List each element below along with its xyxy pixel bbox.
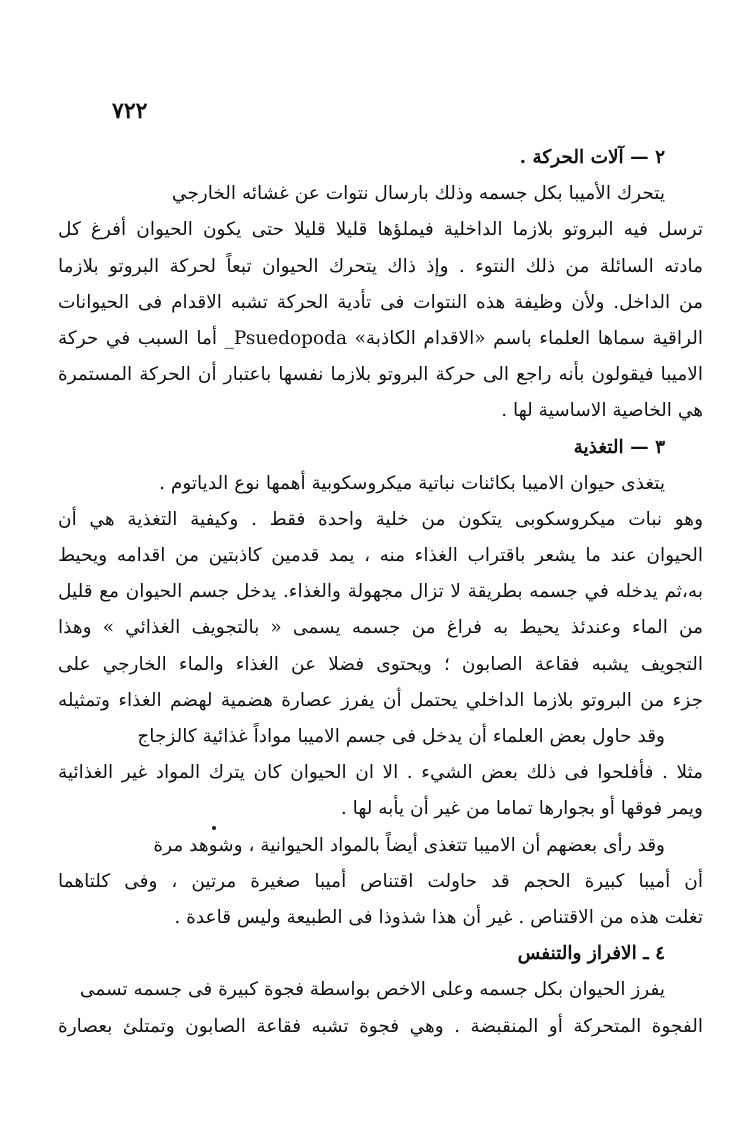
paragraph-line: مثلا . فأفلحوا فى ذلك بعض الشيء . الا ان الحيوان كان يترك المواد غير الغذائية	[58, 762, 703, 784]
section-heading-locomotion: ٢ — آلات الحركة .	[519, 147, 665, 168]
paragraph-line: مادته السائلة من ذلك النتوء . وإذ ذاك يتحرك الحيوان تبعاً لحركة البروتو بلازما	[58, 255, 703, 277]
paragraph-line: وقد حاول بعض العلماء أن يدخل فى جسم الاميبا مواداً غذائية كالزجاج	[137, 726, 665, 747]
paragraph-line: يتحرك الأميبا بكل جسمه وذلك بارسال نتوات عن غشائه الخارجي	[171, 183, 665, 205]
ink-speck	[212, 826, 216, 830]
section-heading-nutrition: ٣ — التغذية	[573, 436, 665, 458]
paragraph-line: به،ثم يدخله في جسمه بطريقة لا تزال مجهولة والغذاء. يدخل جسم الحيوان مع قليل	[58, 581, 703, 603]
paragraph-line: وهو نبات ميكروسكوبى يتكون من خلية واحدة فقط . وكيفية التغذية هي أن	[58, 508, 703, 530]
paragraph-line: الاميبا فيقولون بأنه راجع الى حركة البروتو بلازما نفسها باعتبار أن الحركة المستمرة	[58, 364, 703, 386]
paragraph-line: الفجوة المتحركة أو المنقبضة . وهي فجوة تشبه فقاعة الصابون وتمتلئ بعصارة	[58, 1015, 703, 1037]
paragraph-line: من الداخل. ولأن وظيفة هذه النتوات فى تأدية الحركة تشبه الاقدام فى الحيوانات	[58, 291, 703, 313]
paragraph-line: الحيوان عند ما يشعر باقتراب الغذاء منه ، يمد قدمين كاذبتين من اقدامه ويحيط	[58, 545, 703, 567]
paragraph-line: الراقية سماها العلماء باسم «الاقدام الكاذبة» Psuedopoda_ أما السبب في حركة	[58, 327, 703, 349]
paragraph-line: تغلت هذه من الاقتناص . غير أن هذا شذوذا فى الطبيعة وليس قاعدة .	[174, 906, 703, 928]
section-heading-excretion: ٤ ـ الافراز والتنفس	[517, 943, 665, 965]
paragraph-line: من الماء وعندئذ يحيط به فراغ من جسمه يسمى « بالتجويف الغذائي » وهذا	[58, 617, 703, 639]
paragraph-line: وقد رأى بعضهم أن الاميبا تتغذى أيضاً بالمواد الحيوانية ، وشوهد مرة	[153, 834, 665, 856]
paragraph-line: هي الخاصية الاساسية لها .	[501, 400, 703, 422]
paragraph-line: ترسل فيه البروتو بلازما الداخلية فيملؤها قليلا قليلا حتى يكون الحيوان أفرغ كل	[58, 219, 703, 241]
paragraph-line: ويمر فوقها أو بجوارها تماما من غير أن يأبه لها .	[340, 798, 703, 820]
paragraph-line: يفرز الحيوان بكل جسمه وعلى الاخص بواسطة فجوة كبيرة فى جسمه تسمى	[79, 979, 665, 1001]
page-number: ٧٢٢	[112, 98, 148, 124]
paragraph-line: التجويف يشبه فقاعة الصابون ؛ ويحتوى فضلا عن الغذاء والماء الخارجي على	[58, 653, 703, 675]
paragraph-line: أن أميبا كبيرة الحجم قد حاولت اقتناص أميبا صغيرة مرتين ، وفى كلتاهما	[58, 870, 703, 892]
paragraph-line: يتغذى حيوان الاميبا بكائنات نباتية ميكروسكوبية أهمها نوع الدياتوم .	[159, 472, 665, 494]
paragraph-line: جزء من البروتو بلازما الداخلي يحتمل أن يفرز عصارة هضمية لهضم الغذاء وتمثيله	[58, 689, 703, 711]
body-text	[58, 140, 703, 1045]
